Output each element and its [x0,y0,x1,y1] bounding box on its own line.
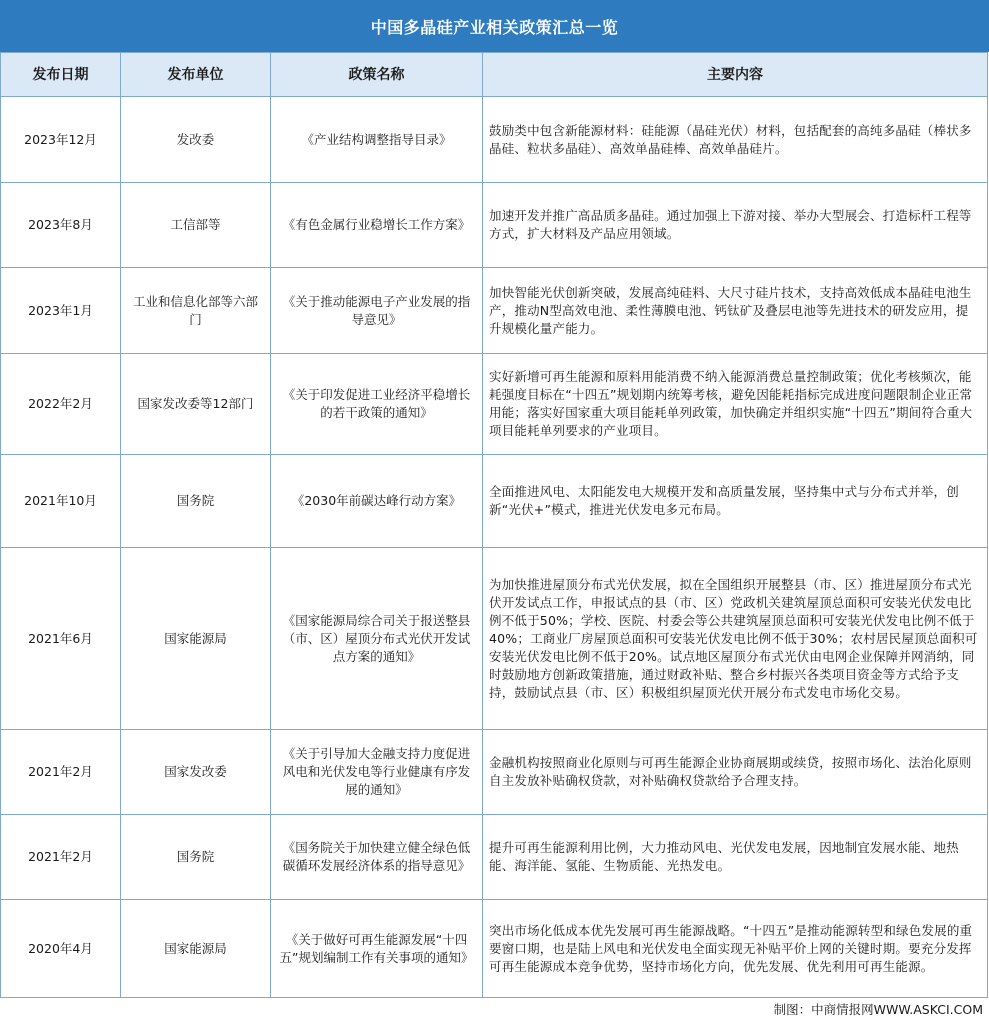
cell-date: 2023年12月 [1,97,121,183]
cell-date: 2021年2月 [1,815,121,900]
table-row [1,455,988,548]
cell-content: 全面推进风电、太阳能发电大规模开发和高质量发展，坚持集中式与分布式并举，创新“光伏+”模式，推进光伏发电多元布局。 [483,455,988,548]
cell-unit: 国家发改委等12部门 [121,354,271,455]
table-row [1,730,988,815]
cell-date: 2023年8月 [1,183,121,268]
header-content: 主要内容 [483,53,988,97]
header-row [1,53,988,97]
cell-policy-name: 《2030年前碳达峰行动方案》 [271,455,483,548]
cell-content: 为加快推进屋顶分布式光伏发展，拟在全国组织开展整县（市、区）推进屋顶分布式光伏开发试点工作，申报试点的县（市、区）党政机关建筑屋顶总面积可安装光伏发电比例不低于50%；学校、医院、村委会等公共建筑屋顶总面积可安装光伏发电比例不低于40%；工商业厂房屋顶总面积可安装光伏发电比例不低于30%；农村居民屋顶总面积可安装光伏发电比例不低于20%。试点地区屋顶分布式光伏由电网企业保障并网消纳，同时鼓励地方创新政策措施，通过财政补贴、整合乡村振兴各类项目资金等方式给予支持，鼓励试点县（市、区）积极组织屋顶光伏开展分布式发电市场化交易。 [483,548,988,730]
table-row [1,548,988,730]
cell-policy-name: 《关于引导加大金融支持力度促进风电和光伏发电等行业健康有序发展的通知》 [271,730,483,815]
source-credit: 制图：中商情报网WWW.ASKCI.COM [773,1002,983,1017]
table-row [1,815,988,900]
cell-date: 2021年10月 [1,455,121,548]
cell-date: 2022年2月 [1,354,121,455]
cell-policy-name: 《关于推动能源电子产业发展的指导意见》 [271,268,483,354]
cell-unit: 国务院 [121,455,271,548]
cell-unit: 国家发改委 [121,730,271,815]
cell-policy-name: 《产业结构调整指导目录》 [271,97,483,183]
header-date: 发布日期 [1,53,121,97]
cell-unit: 发改委 [121,97,271,183]
cell-policy-name: 《国家能源局综合司关于报送整县（市、区）屋顶分布式光伏开发试点方案的通知》 [271,548,483,730]
table-row [1,268,988,354]
cell-date: 2021年6月 [1,548,121,730]
table-row [1,354,988,455]
cell-unit: 国家能源局 [121,900,271,998]
cell-unit: 国务院 [121,815,271,900]
cell-content: 突出市场化低成本优先发展可再生能源战略。“十四五”是推动能源转型和绿色发展的重要窗口期，也是陆上风电和光伏发电全面实现无补贴平价上网的关键时期。要充分发挥可再生能源成本竞争优势，坚持市场化方向，优先发展、优先利用可再生能源。 [483,900,988,998]
cell-content: 鼓励类中包含新能源材料：硅能源（晶硅光伏）材料，包括配套的高纯多晶硅（棒状多晶硅、粒状多晶硅）、高效单晶硅棒、高效单晶硅片。 [483,97,988,183]
cell-policy-name: 《关于做好可再生能源发展“十四五”规划编制工作有关事项的通知》 [271,900,483,998]
cell-content: 提升可再生能源利用比例，大力推动风电、光伏发电发展，因地制宜发展水能、地热能、海洋能、氢能、生物质能、光热发电。 [483,815,988,900]
cell-content: 金融机构按照商业化原则与可再生能源企业协商展期或续贷，按照市场化、法治化原则自主发放补贴确权贷款，对补贴确权贷款给予合理支持。 [483,730,988,815]
cell-content: 加速开发并推广高品质多晶硅。通过加强上下游对接、举办大型展会、打造标杆工程等方式，扩大材料及产品应用领域。 [483,183,988,268]
table-row [1,183,988,268]
header-name: 政策名称 [271,53,483,97]
cell-policy-name: 《关于印发促进工业经济平稳增长的若干政策的通知》 [271,354,483,455]
table-title: 中国多晶硅产业相关政策汇总一览 [0,0,989,52]
cell-content: 加快智能光伏创新突破，发展高纯硅料、大尺寸硅片技术，支持高效低成本晶硅电池生产，推动N型高效电池、柔性薄膜电池、钙钛矿及叠层电池等先进技术的研发应用，提升规模化量产能力。 [483,268,988,354]
table-row [1,97,988,183]
cell-policy-name: 《有色金属行业稳增长工作方案》 [271,183,483,268]
cell-unit: 国家能源局 [121,548,271,730]
cell-date: 2020年4月 [1,900,121,998]
cell-policy-name: 《国务院关于加快建立健全绿色低碳循环发展经济体系的指导意见》 [271,815,483,900]
header-unit: 发布单位 [121,53,271,97]
cell-unit: 工信部等 [121,183,271,268]
cell-date: 2023年1月 [1,268,121,354]
cell-date: 2021年2月 [1,730,121,815]
table-row [1,900,988,998]
cell-content: 实好新增可再生能源和原料用能消费不纳入能源消费总量控制政策；优化考核频次，能耗强度目标在“十四五”规划期内统筹考核，避免因能耗指标完成进度问题限制企业正常用能；落实好国家重大项目能耗单列政策，加快确定并组织实施“十四五”期间符合重大项目能耗单列要求的产业项目。 [483,354,988,455]
cell-unit: 工业和信息化部等六部门 [121,268,271,354]
policy-table [0,52,988,998]
